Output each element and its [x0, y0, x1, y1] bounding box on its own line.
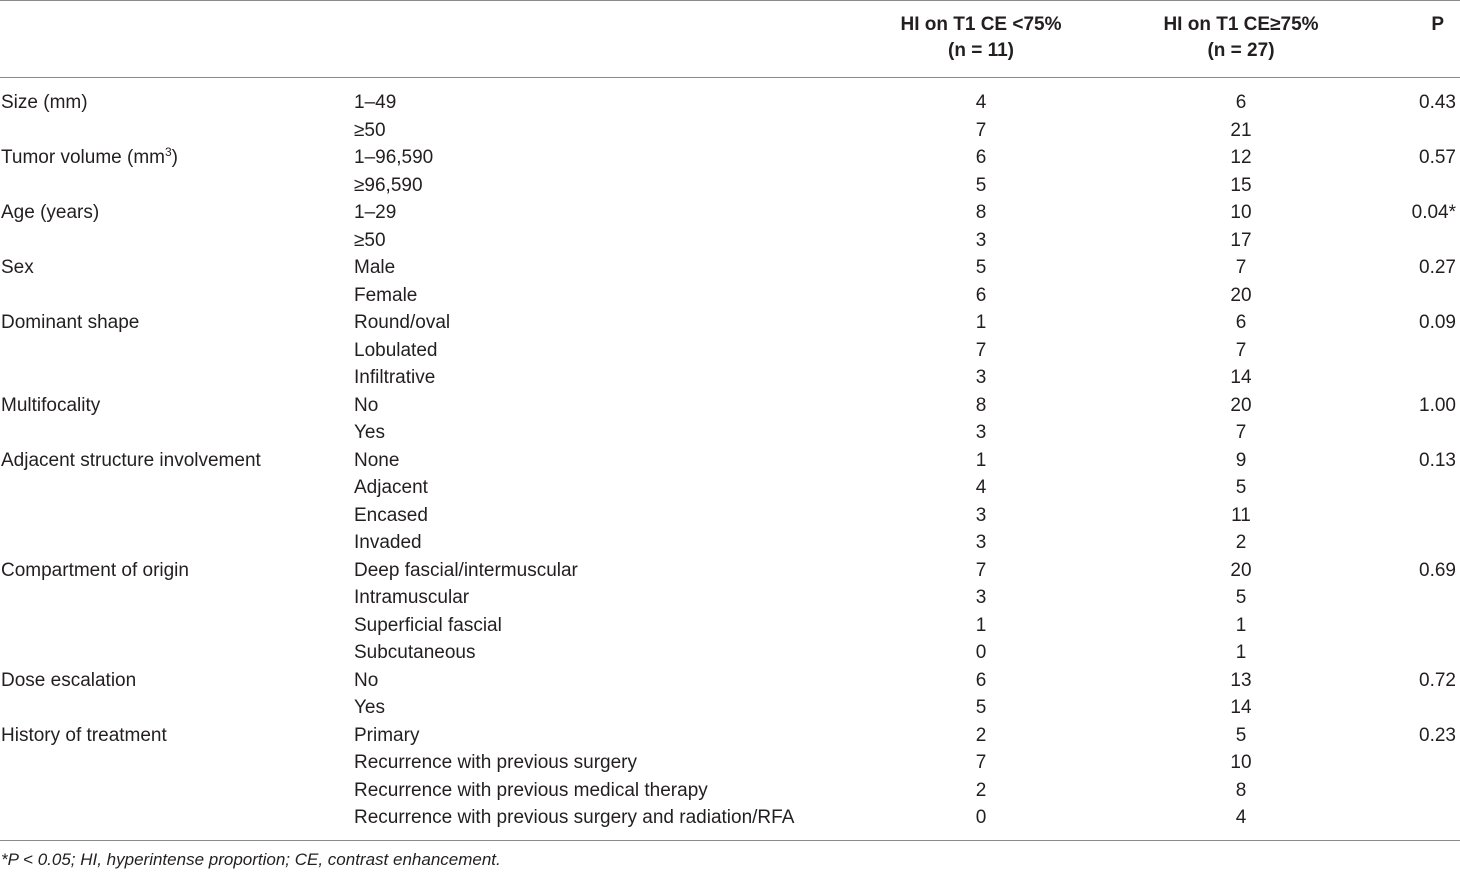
variable-label: History of treatment: [1, 724, 167, 746]
count-hi-above-75-cell: 5: [1235, 724, 1247, 746]
variable-label: Sex: [1, 257, 34, 278]
variable-label: Adjacent structure involvement: [1, 449, 261, 471]
p-value-cell: 0.43: [1419, 92, 1456, 113]
category-cell: Invaded: [354, 532, 422, 553]
table-row: [0, 172, 1460, 200]
top-rule: [0, 0, 1460, 1]
table-row: [0, 777, 1460, 805]
table-row: [0, 392, 1460, 420]
count-hi-above-75-cell: 6: [1235, 312, 1247, 333]
count-hi-below-75-cell: 7: [975, 559, 987, 581]
count-hi-above-75-cell: 5: [1235, 587, 1247, 608]
count-hi-above-75-cell: 17: [1230, 229, 1252, 251]
category-cell: Intramuscular: [354, 587, 470, 608]
table-row: [0, 337, 1460, 365]
variable-label: Dominant shape: [1, 312, 140, 333]
table-row: [0, 667, 1460, 695]
category-cell: 1–96,590: [354, 147, 434, 168]
count-hi-below-75-cell: 3: [975, 367, 987, 388]
table-row: [0, 227, 1460, 255]
count-hi-below-75-cell: 0: [975, 807, 987, 828]
count-hi-above-75-cell: 13: [1230, 669, 1252, 691]
table-row: [0, 804, 1460, 832]
table-row: [0, 144, 1460, 172]
variable-cell: [1, 144, 178, 172]
category-cell: Infiltrative: [354, 367, 436, 388]
variable-label: Multifocality: [1, 394, 101, 416]
count-hi-above-75-cell: 7: [1235, 257, 1247, 278]
count-hi-above-75-cell: 6: [1235, 92, 1247, 113]
header-hi-above-75-line1: HI on T1 CE≥75%: [1163, 14, 1319, 35]
count-hi-above-75-cell: 8: [1235, 779, 1247, 801]
category-cell: Superficial fascial: [354, 614, 502, 636]
count-hi-below-75-cell: 6: [975, 669, 987, 691]
header-rule: [0, 77, 1460, 78]
category-cell: Encased: [354, 504, 428, 526]
count-hi-above-75-cell: 11: [1231, 504, 1251, 526]
table-row: [0, 749, 1460, 777]
count-hi-above-75-cell: 9: [1235, 449, 1247, 471]
category-cell: 1–49: [354, 92, 397, 113]
p-value-cell: 0.04*: [1411, 202, 1456, 223]
table-row: [0, 502, 1460, 530]
category-cell: Subcutaneous: [354, 642, 476, 663]
bottom-rule: [0, 840, 1460, 841]
variable-label: Age (years): [1, 202, 100, 223]
count-hi-above-75-cell: 5: [1235, 477, 1247, 498]
variable-superscript: 3: [164, 145, 172, 159]
header-hi-above-75: [1130, 12, 1352, 64]
count-hi-below-75-cell: 3: [975, 587, 987, 608]
table-row: [0, 639, 1460, 667]
table-row: [0, 694, 1460, 722]
variable-cell: [1, 722, 167, 750]
header-p-label: P: [1431, 14, 1444, 35]
category-cell: Deep fascial/intermuscular: [354, 559, 578, 581]
table-row: [0, 89, 1460, 117]
p-value-cell: 0.09: [1419, 312, 1456, 333]
p-value-cell: 0.13: [1419, 449, 1456, 471]
variable-cell: [1, 309, 139, 337]
category-cell: Recurrence with previous medical therapy: [354, 779, 708, 801]
count-hi-below-75-cell: 2: [975, 779, 987, 801]
count-hi-above-75-cell: 10: [1230, 752, 1252, 773]
header-hi-above-75-line2: (n = 27): [1207, 40, 1275, 61]
count-hi-below-75-cell: 2: [975, 724, 987, 746]
count-hi-above-75-cell: 4: [1235, 807, 1247, 828]
count-hi-below-75-cell: 7: [975, 339, 987, 361]
count-hi-below-75-cell: 3: [975, 532, 987, 553]
variable-label: Tumor volume (mm: [1, 147, 165, 168]
count-hi-below-75-cell: 7: [975, 752, 987, 773]
table-row: [0, 474, 1460, 502]
count-hi-below-75-cell: 8: [975, 394, 987, 416]
header-hi-below-75: [870, 12, 1092, 64]
table-row: [0, 529, 1460, 557]
table-row: [0, 364, 1460, 392]
count-hi-below-75-cell: 4: [975, 92, 987, 113]
category-cell: Male: [354, 257, 396, 278]
category-cell: None: [354, 449, 400, 471]
count-hi-below-75-cell: 4: [975, 477, 987, 498]
count-hi-above-75-cell: 12: [1230, 147, 1252, 168]
category-cell: Yes: [354, 697, 385, 718]
table-body: [0, 89, 1460, 832]
variable-label: Size (mm): [1, 92, 88, 113]
category-cell: Recurrence with previous surgery and radiation/RFA: [354, 807, 795, 828]
count-hi-below-75-cell: 0: [975, 642, 987, 663]
table-row: [0, 309, 1460, 337]
count-hi-below-75-cell: 6: [975, 147, 987, 168]
count-hi-above-75-cell: 10: [1230, 202, 1252, 223]
category-cell: Adjacent: [354, 477, 428, 498]
count-hi-below-75-cell: 1: [975, 449, 987, 471]
category-cell: Recurrence with previous surgery: [354, 752, 638, 773]
p-value-cell: 0.27: [1419, 257, 1456, 278]
count-hi-above-75-cell: 14: [1230, 367, 1252, 388]
header-hi-below-75-line2: (n = 11): [948, 40, 1014, 61]
count-hi-above-75-cell: 20: [1230, 284, 1252, 306]
count-hi-above-75-cell: 7: [1235, 339, 1247, 361]
table-row: [0, 557, 1460, 585]
variable-cell: [1, 667, 136, 695]
count-hi-above-75-cell: 21: [1230, 119, 1252, 141]
variable-cell: [1, 447, 261, 475]
category-cell: ≥50: [354, 119, 386, 141]
count-hi-above-75-cell: 15: [1230, 174, 1252, 196]
table-row: [0, 254, 1460, 282]
variable-label: Compartment of origin: [1, 559, 189, 581]
count-hi-above-75-cell: 1: [1235, 614, 1247, 636]
category-cell: 1–29: [354, 202, 397, 223]
p-value-cell: 0.72: [1419, 669, 1456, 691]
count-hi-above-75-cell: 20: [1230, 394, 1252, 416]
p-value-cell: 0.23: [1419, 724, 1456, 746]
variable-label-tail: ): [171, 147, 178, 168]
table-row: [0, 419, 1460, 447]
category-cell: No: [354, 394, 379, 416]
variable-cell: [1, 199, 99, 227]
category-cell: ≥50: [354, 229, 386, 251]
count-hi-below-75-cell: 1: [975, 312, 987, 333]
count-hi-above-75-cell: 14: [1230, 697, 1252, 718]
category-cell: Female: [354, 284, 418, 306]
p-value-cell: 1.00: [1419, 394, 1456, 416]
category-cell: No: [354, 669, 379, 691]
count-hi-below-75-cell: 3: [975, 422, 987, 443]
count-hi-above-75-cell: 2: [1235, 532, 1247, 553]
header-p-value: [1400, 12, 1460, 38]
variable-cell: [1, 557, 189, 585]
category-cell: ≥96,590: [354, 174, 423, 196]
header-hi-below-75-line1: HI on T1 CE <75%: [900, 14, 1062, 35]
variable-cell: [1, 89, 88, 117]
table-row: [0, 584, 1460, 612]
count-hi-below-75-cell: 6: [975, 284, 987, 306]
count-hi-below-75-cell: 3: [975, 229, 987, 251]
count-hi-above-75-cell: 7: [1235, 422, 1247, 443]
table-footnote: *P < 0.05; HI, hyperintense proportion; CE, contrast enhancement.: [1, 850, 501, 869]
table-header: [0, 12, 1460, 72]
variable-cell: [1, 392, 100, 420]
count-hi-below-75-cell: 3: [975, 504, 987, 526]
variable-label: Dose escalation: [1, 669, 137, 691]
category-cell: Yes: [354, 422, 385, 443]
category-cell: Primary: [354, 724, 420, 746]
p-value-cell: 0.69: [1419, 559, 1456, 581]
count-hi-below-75-cell: 7: [975, 119, 987, 141]
count-hi-above-75-cell: 1: [1235, 642, 1247, 663]
p-value-cell: 0.57: [1419, 147, 1456, 168]
count-hi-below-75-cell: 5: [975, 257, 987, 278]
table-row: [0, 447, 1460, 475]
table-row: [0, 199, 1460, 227]
count-hi-below-75-cell: 8: [975, 202, 987, 223]
table-row: [0, 282, 1460, 310]
variable-cell: [1, 254, 34, 282]
category-cell: Lobulated: [354, 339, 438, 361]
count-hi-below-75-cell: 1: [975, 614, 987, 636]
table-row: [0, 117, 1460, 145]
category-cell: Round/oval: [354, 312, 451, 333]
count-hi-above-75-cell: 20: [1230, 559, 1252, 581]
table-row: [0, 722, 1460, 750]
count-hi-below-75-cell: 5: [975, 174, 987, 196]
count-hi-below-75-cell: 5: [975, 697, 987, 718]
table-row: [0, 612, 1460, 640]
